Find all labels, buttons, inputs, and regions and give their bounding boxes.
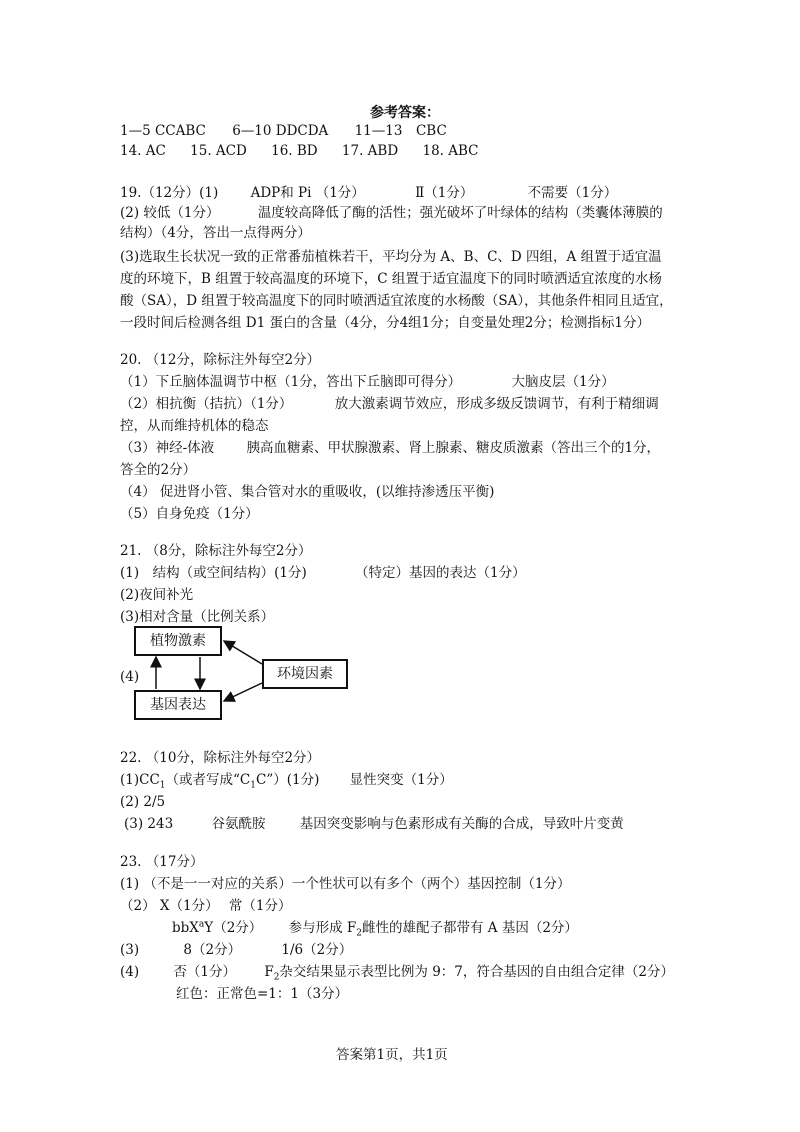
q22-1b: 显性突变（1分） xyxy=(349,772,453,788)
q23-4c: 1/6（2分） xyxy=(281,942,353,958)
q23-5c xyxy=(264,963,674,981)
q21-line-4-label: (4) xyxy=(120,669,140,685)
q20-4b: 胰高血糖素、甲状腺激素、肾上腺素、糖皮质激素（答出三个的1分， xyxy=(246,440,661,456)
q21-1a: (1) 结构（或空间结构）(1分) xyxy=(120,565,307,581)
q23-3b-pre: 参与形成 F xyxy=(288,920,357,936)
q23-5c-pre: F xyxy=(264,964,274,980)
q19-line-4: (3)选取生长状况一致的正常番茄植株若干，平均分为 A、B、C、D 四组，A 组置于适宜温 xyxy=(120,249,662,265)
q23-3a xyxy=(172,919,262,937)
q21-head: 21. （8分，除标注外每空2分） xyxy=(120,543,312,559)
q20-line-5: 答全的2分） xyxy=(120,462,197,478)
box-environment-factors: 环境因素 xyxy=(262,659,348,689)
q23-head: 23. （17分） xyxy=(120,854,204,870)
q19-line-7: 一段时间后检测各组 D1 蛋白的含量（4分，分4组1分；自变量处理2分；检测指标1分） xyxy=(120,315,650,331)
q23-line-3 xyxy=(172,919,578,937)
mc-18: 18. ABC xyxy=(422,143,479,159)
q23-3-sup: a xyxy=(198,919,205,930)
q22-3b: 谷氨酰胺 xyxy=(211,816,266,832)
q19-answer-1: ADP和 Pi （1分） xyxy=(250,185,365,201)
q19-line-5: 度的环境下，B 组置于较高温度的环境下，C 组置于适宜温度下的同时喷洒适宜浓度的水杨 xyxy=(120,271,662,287)
q23-4a: (3) xyxy=(120,942,140,958)
q23-2a: （2） X（1分） xyxy=(120,898,219,914)
q22-1-pre: (1)CC xyxy=(120,772,160,788)
q22-1a xyxy=(120,771,319,789)
q23-line-5 xyxy=(120,963,674,981)
q19-answer-2: Ⅱ（1分） xyxy=(415,185,474,201)
q23-3b-sub: 2 xyxy=(356,928,362,939)
q22-1-mid: （或者写成“C xyxy=(165,772,251,788)
q20-head: 20. （12分，除标注外每空2分） xyxy=(120,352,321,368)
q21-line-2: (2)夜间补光 xyxy=(120,587,194,603)
q23-3-pre: bbX xyxy=(172,920,199,936)
q23-line-4 xyxy=(120,941,352,959)
q22-3c: 基因突变影响与色素形成有关酶的合成，导致叶片变黄 xyxy=(299,816,624,832)
q22-line-3 xyxy=(124,815,624,833)
q19-2a: (2) 较低（1分） xyxy=(120,205,220,221)
mc-15: 15. ACD xyxy=(190,143,247,159)
q19-line-6: 酸（SA），D 组置于较高温度下的同时喷洒适宜浓度的水杨酸（SA），其他条件相同且适宜， xyxy=(120,293,673,309)
q23-3b xyxy=(289,919,578,937)
q19-head: 19.（12分）(1) xyxy=(120,185,219,201)
q23-line-2 xyxy=(120,897,291,915)
q23-line-1: (1) （不是一一对应的关系）一个性状可以有多个（两个）基因控制（1分） xyxy=(120,876,571,892)
q23-line-6: 红色：正常色=1：1（3分） xyxy=(176,986,349,1002)
q20-2b: 放大激素调节效应，形成多级反馈调节，有利于精细调 xyxy=(334,396,659,412)
q23-5c-sub: 2 xyxy=(273,972,280,983)
mc-14: 14. AC xyxy=(120,143,166,159)
q23-4b: 8（2分） xyxy=(183,942,242,958)
box-gene-expression: 基因表达 xyxy=(134,690,222,720)
q20-line-6: （4） 促进肾小管、集合管对水的重吸收，(以维持渗透压平衡) xyxy=(120,484,495,500)
q23-5b: 否（1分） xyxy=(173,964,237,980)
q22-line-2: (2) 2/5 xyxy=(120,794,166,810)
q20-line-7: （5）自身免疫（1分） xyxy=(120,506,259,522)
mc-6-10: 6—10 DDCDA xyxy=(232,123,329,139)
q20-line-3: 控，从而维持机体的稳态 xyxy=(120,418,269,434)
q19-2b: 温度较高降低了酶的活性；强光破坏了叶绿体的结构（类囊体薄膜的 xyxy=(257,205,663,221)
q20-2a: （2）相抗衡（拮抗）（1分） xyxy=(120,396,293,412)
q21-1b: （特定）基因的表达（1分） xyxy=(355,565,526,581)
q22-head: 22. （10分，除标注外每空2分） xyxy=(120,750,321,766)
q21-line-3: (3)相对含量（比例关系） xyxy=(120,609,275,625)
q23-3-post: Y（2分） xyxy=(204,920,263,936)
q22-1-post: C”）(1分) xyxy=(256,772,320,788)
mc-16: 16. BD xyxy=(271,143,318,159)
q20-1a: （1）下丘脑体温调节中枢（1分，答出下丘脑即可得分） xyxy=(120,374,462,390)
q22-1-sub1: 1 xyxy=(159,780,166,791)
q23-2b: 常（1分） xyxy=(228,898,292,914)
q20-4a: （3）神经-体液 xyxy=(120,440,215,456)
page-title: 参考答案： xyxy=(370,105,440,121)
mc-17: 17. ABD xyxy=(341,143,399,159)
q23-3b-post: 雌性的雄配子都带有 A 基因（2分） xyxy=(362,920,578,936)
q19-line-3: 结构）（4分，答出一点得两分） xyxy=(120,225,311,241)
mc-11-13: 11—13 CBC xyxy=(354,123,447,139)
page-footer: 答案第1页，共1页 xyxy=(336,1047,448,1063)
q23-5c-post: 杂交结果显示表型比例为 9：7，符合基因的自由组合定律（2分） xyxy=(279,964,674,980)
arrow-env-to-hormone xyxy=(224,641,262,664)
box-plant-hormone: 植物激素 xyxy=(134,626,222,656)
arrow-env-to-gene xyxy=(224,683,262,701)
mc-1-5: 1—5 CCABC xyxy=(120,123,206,139)
q23-5a: (4) xyxy=(120,964,140,980)
q22-3a: (3) 243 xyxy=(124,816,174,832)
q20-1b: 大脑皮层（1分） xyxy=(511,374,615,390)
q19-answer-3: 不需要（1分） xyxy=(527,185,618,201)
q22-1-sub2: 1 xyxy=(250,780,256,791)
q22-line-1 xyxy=(120,771,453,789)
